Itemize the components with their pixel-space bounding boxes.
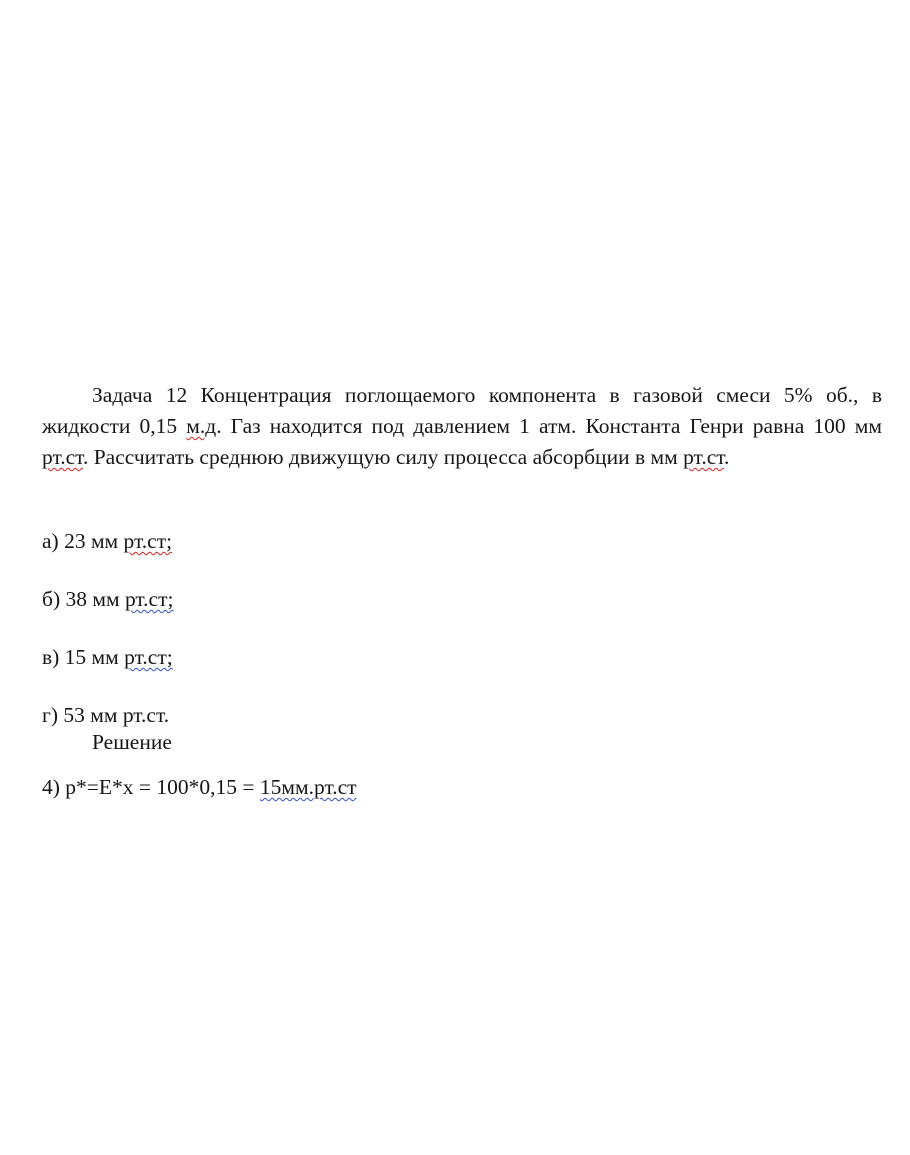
unit-md-spellcheck: м.д <box>186 414 217 438</box>
problem-statement <box>42 380 882 473</box>
solution-heading: Решение <box>92 730 172 754</box>
option-b-unit: рт.ст; <box>124 587 174 611</box>
answer-option-b <box>42 584 173 615</box>
problem-text-part2: . Газ находится под давлением 1 атм. Константа Генри равна 100 мм <box>216 414 882 438</box>
answer-option-g: г) 53 мм рт.ст. <box>42 703 170 727</box>
option-v-prefix: в) 15 мм <box>42 645 125 669</box>
solution-formula <box>42 772 357 803</box>
answer-option-v <box>42 642 173 673</box>
problem-text-part1: Задача 12 Концентрация поглощаемого компонента в газовой смеси 5% об., в жидкости 0,15 <box>42 383 882 438</box>
option-a-unit: рт.ст; <box>123 529 173 553</box>
option-a-prefix: а) 23 мм <box>42 529 124 553</box>
problem-text-part3: . Рассчитать среднюю движущую силу процесса абсорбции в мм <box>82 445 684 469</box>
answer-option-a <box>42 526 172 557</box>
option-v-unit: рт.ст; <box>124 645 173 669</box>
solution-result: 15мм.рт.ст <box>259 775 357 799</box>
option-b-prefix: б) 38 мм <box>42 587 125 611</box>
solution-formula-text: 4) p*=E*x = 100*0,15 = <box>42 775 260 799</box>
problem-text-part4: . <box>724 445 730 469</box>
unit-rtst-spellcheck: рт.ст <box>42 445 83 469</box>
unit-rtst-spellcheck: рт.ст <box>683 445 725 469</box>
